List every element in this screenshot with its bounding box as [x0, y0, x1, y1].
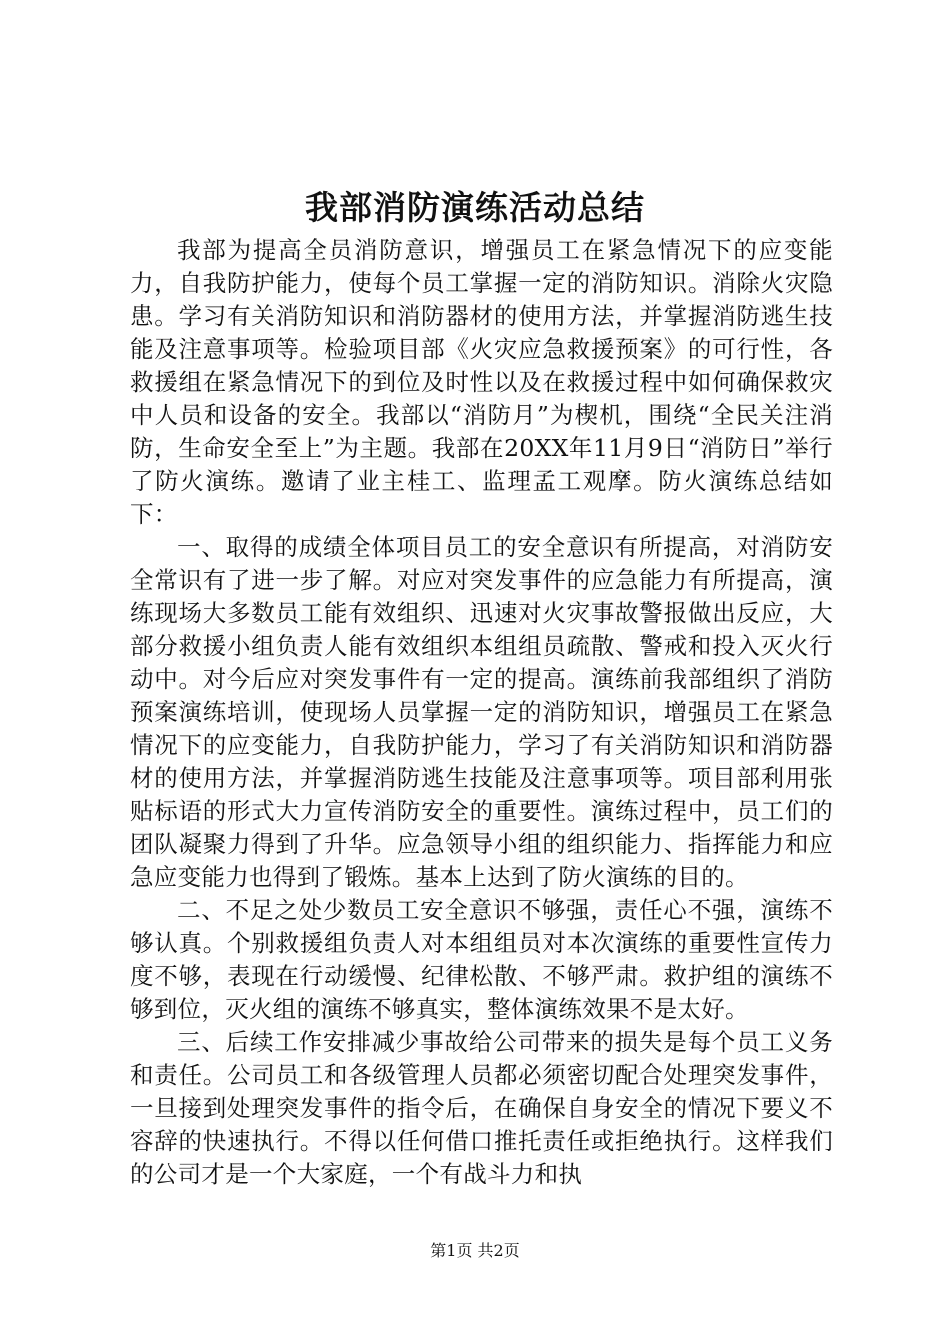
document-body: [130, 234, 833, 1191]
paragraph-achievements: 一、取得的成绩全体项目员工的安全意识有所提高，对消防安全常识有了进一步了解。对应对突发事件的应急能力有所提高，演练现场大多数员工能有效组织、迅速对火灾事故警报做出反应，大部分救援小组负责人能有效组织本组组员疏散、警戒和投入灭火行动中。对今后应对突发事件有一定的提高。演练前我部组织了消防预案演练培训，使现场人员掌握一定的消防知识，增强员工在紧急情况下的应变能力，自我防护能力，学习了有关消防知识和消防器材的使用方法，并掌握消防逃生技能及注意事项等。项目部利用张贴标语的形式大力宣传消防安全的重要性。演练过程中，员工们的团队凝聚力得到了升华。应急领导小组的组织能力、指挥能力和应急应变能力也得到了锻炼。基本上达到了防火演练的目的。: [130, 533, 833, 891]
paragraph-intro: 我部为提高全员消防意识，增强员工在紧急情况下的应变能力，自我防护能力，使每个员工掌握一定的消防知识。消除火灾隐患。学习有关消防知识和消防器材的使用方法，并掌握消防逃生技能及注意事项等。检验项目部《火灾应急救援预案》的可行性，各救援组在紧急情况下的到位及时性以及在救援过程中如何确保救灾中人员和设备的安全。我部以“消防月”为楔机，围绕“全民关注消防，生命安全至上”为主题。我部在20XX年11月9日“消防日”举行了防火演练。邀请了业主桂工、监理孟工观摩。防火演练总结如下：: [130, 236, 833, 528]
paragraph-shortcomings: 二、不足之处少数员工安全意识不够强，责任心不强，演练不够认真。个别救援组负责人对本组组员对本次演练的重要性宣传力度不够，表现在行动缓慢、纪律松散、不够严肃。救护组的演练不够到位，灭火组的演练不够真实，整体演练效果不是太好。: [130, 896, 833, 1023]
paragraph-followup: 三、后续工作安排减少事故给公司带来的损失是每个员工义务和责任。公司员工和各级管理人员都必须密切配合处理突发事件，一旦接到处理突发事件的指令后，在确保自身安全的情况下要义不容辞的快速执行。不得以任何借口推托责任或拒绝执行。这样我们的公司才是一个大家庭，一个有战斗力和执: [130, 1028, 833, 1188]
document-title: 我部消防演练活动总结: [305, 188, 645, 227]
page-number: 第1页 共2页: [430, 1241, 520, 1260]
